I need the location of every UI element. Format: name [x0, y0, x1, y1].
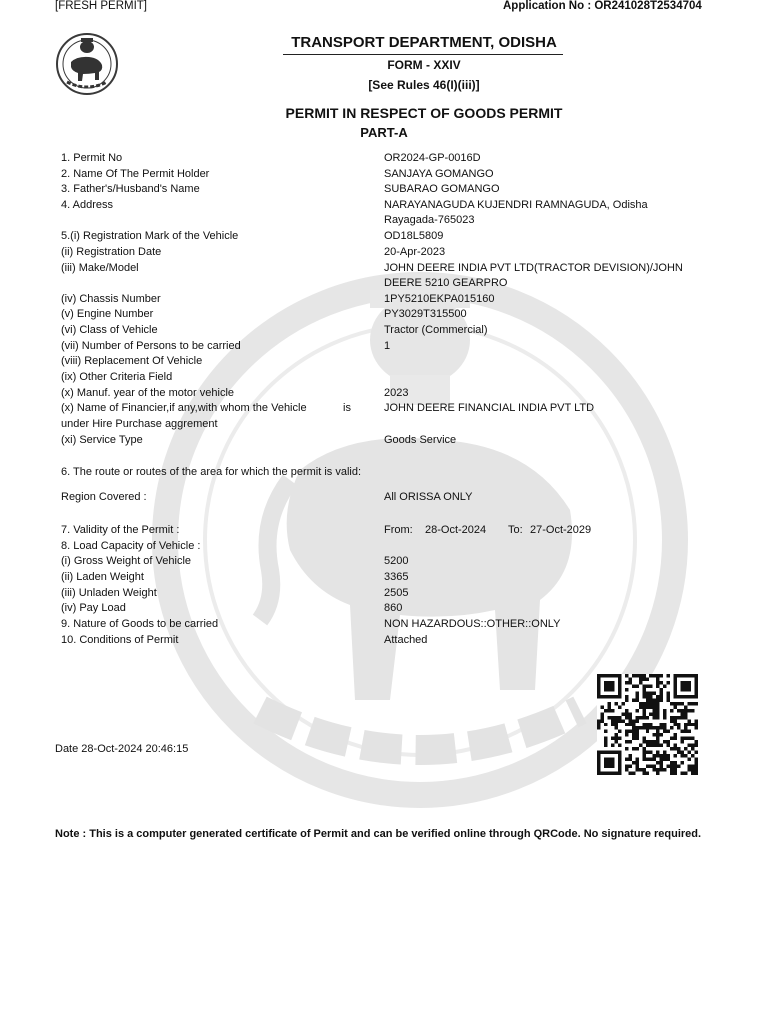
- make-model-value-line1: JOHN DEERE INDIA PVT LTD(TRACTOR DEVISION)/JOHN: [384, 262, 683, 274]
- engine-no-label: (v) Engine Number: [61, 308, 154, 320]
- route-label: 6. The route or routes of the area for which the permit is valid:: [61, 466, 362, 478]
- validity-to-value: 27-Oct-2029: [530, 524, 592, 536]
- gross-weight-value: 5200: [384, 555, 409, 567]
- unladen-weight-label: (iii) Unladen Weight: [61, 587, 157, 599]
- address-value-line1: NARAYANAGUDA KUJENDRI RAMNAGUDA, Odisha: [384, 199, 648, 211]
- chassis-no-label: (iv) Chassis Number: [61, 293, 161, 305]
- make-model-value-line2: DEERE 5210 GEARPRO: [384, 277, 508, 289]
- manuf-year-value: 2023: [384, 387, 409, 399]
- father-name-value: SUBARAO GOMANGO: [384, 183, 500, 195]
- form-number: FORM - XXIV: [387, 58, 461, 72]
- validity-from-value: 28-Oct-2024: [425, 524, 487, 536]
- address-value-line2: Rayagada-765023: [384, 214, 475, 226]
- part-heading: PART-A: [360, 125, 408, 140]
- chassis-no-value: 1PY5210EKPA015160: [384, 293, 495, 305]
- qr-code-icon[interactable]: [594, 674, 701, 775]
- permit-no-value: OR2024-GP-0016D: [384, 152, 481, 164]
- registration-date-label: (ii) Registration Date: [61, 246, 162, 258]
- gross-weight-label: (i) Gross Weight of Vehicle: [61, 555, 192, 567]
- unladen-weight-value: 2505: [384, 587, 409, 599]
- registration-mark-value: OD18L5809: [384, 230, 444, 242]
- conditions-value: Attached: [384, 634, 428, 646]
- address-label: 4. Address: [61, 199, 113, 211]
- permit-type: [FRESH PERMIT]: [55, 0, 148, 12]
- conditions-label: 10. Conditions of Permit: [61, 634, 179, 646]
- goods-nature-label: 9. Nature of Goods to be carried: [61, 618, 219, 630]
- permit-title: PERMIT IN RESPECT OF GOODS PERMIT: [285, 105, 563, 121]
- manuf-year-label: (x) Manuf. year of the motor vehicle: [61, 387, 235, 399]
- goods-nature-value: NON HAZARDOUS::OTHER::ONLY: [384, 618, 561, 630]
- engine-no-value: PY3029T315500: [384, 308, 467, 320]
- vehicle-class-value: Tractor (Commercial): [384, 324, 488, 336]
- persons-value: 1: [384, 340, 391, 352]
- father-name-label: 3. Father's/Husband's Name: [61, 183, 200, 195]
- header-divider: [283, 54, 563, 55]
- validity-from-label: From:: [384, 524, 413, 536]
- holder-name-label: 2. Name Of The Permit Holder: [61, 168, 210, 180]
- rules-reference: [See Rules 46(I)(iii)]: [368, 78, 480, 92]
- application-number: Application No : OR241028T2534704: [503, 0, 702, 12]
- other-criteria-label: (ix) Other Criteria Field: [61, 371, 173, 383]
- persons-label: (vii) Number of Persons to be carried: [61, 340, 241, 352]
- financier-label-is: is: [343, 402, 351, 414]
- issue-date: Date 28-Oct-2024 20:46:15: [55, 743, 189, 755]
- financier-value: JOHN DEERE FINANCIAL INDIA PVT LTD: [384, 402, 595, 414]
- pay-load-value: 860: [384, 602, 403, 614]
- verification-note: Note : This is a computer generated certificate of Permit and can be verified online through QRCode. No signature required.: [55, 828, 702, 840]
- region-value: All ORISSA ONLY: [384, 491, 473, 503]
- holder-name-value: SANJAYA GOMANGO: [384, 168, 494, 180]
- service-type-value: Goods Service: [384, 434, 457, 446]
- pay-load-label: (iv) Pay Load: [61, 602, 126, 614]
- permit-no-label: 1. Permit No: [61, 152, 123, 164]
- validity-label: 7. Validity of the Permit :: [61, 524, 180, 536]
- vehicle-class-label: (vi) Class of Vehicle: [61, 324, 158, 336]
- laden-weight-label: (ii) Laden Weight: [61, 571, 144, 583]
- make-model-label: (iii) Make/Model: [61, 262, 139, 274]
- service-type-label: (xi) Service Type: [61, 434, 143, 446]
- region-label: Region Covered :: [61, 491, 147, 503]
- validity-to-label: To:: [508, 524, 523, 536]
- department-title: TRANSPORT DEPARTMENT, ODISHA: [291, 34, 557, 51]
- registration-date-value: 20-Apr-2023: [384, 246, 446, 258]
- financier-label: (x) Name of Financier,if any,with whom the Vehicle: [61, 402, 307, 414]
- registration-mark-label: 5.(i) Registration Mark of the Vehicle: [61, 230, 239, 242]
- replacement-label: (viii) Replacement Of Vehicle: [61, 355, 203, 367]
- load-capacity-label: 8. Load Capacity of Vehicle :: [61, 540, 201, 552]
- laden-weight-value: 3365: [384, 571, 409, 583]
- financier-label-line2: under Hire Purchase aggrement: [61, 418, 218, 430]
